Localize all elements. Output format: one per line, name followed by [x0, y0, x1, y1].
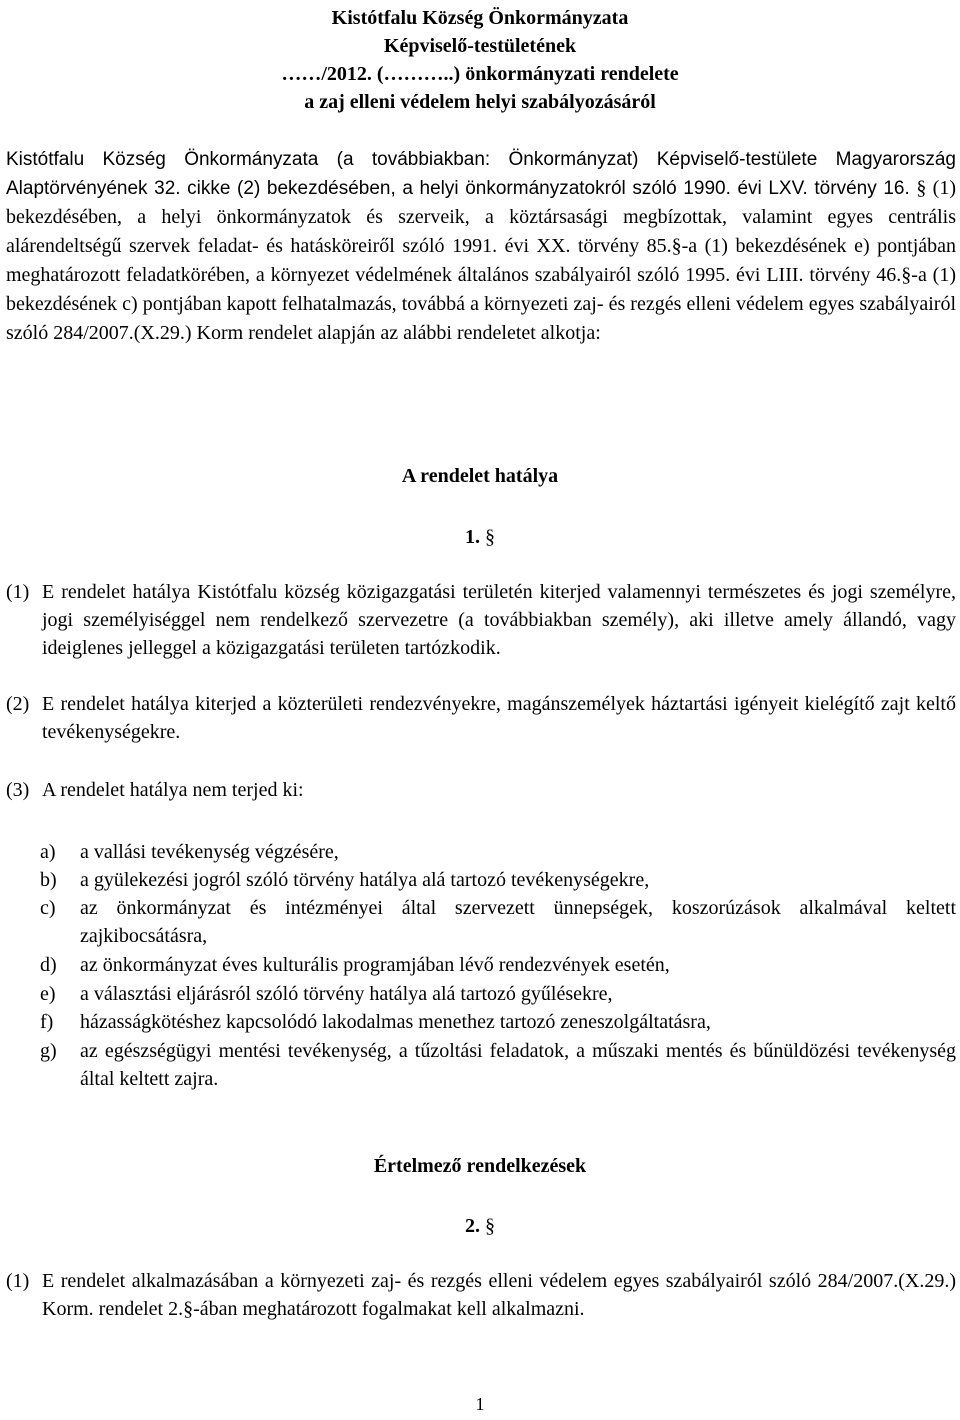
paragraph-text: E rendelet hatálya Kistótfalu község közigazgatási területén kiterjed valamennyi természetes és jogi személyre, jogi személyiséggel nem rendelkező szervezetre (a továbbiakban személy), aki illetve amely állandó, vagy ideiglenes jelleggel a közigazgatási területen tartózkodik. — [42, 581, 956, 659]
list-item-text: házasságkötéshez kapcsolódó lakodalmas menethez tartozó zeneszolgáltatásra, — [80, 1011, 711, 1033]
list-item-b — [40, 866, 956, 894]
preamble-part-2: § (1) bekezdésében, a helyi önkormányzatok és szerveik, a köztársasági megbízottak, valamint egyes centrális alárendeltségű szervek feladat- és hatásköreiről szóló 1991. évi XX. törvény 85.§-a (1) bekezdésének e) pontjában meghatározott feladatkörében, a környezet védelmének általános szabályairól szóló 1995. évi LIII. törvény 46.§-a (1) bekezdésének c) pontjában kapott felhatalmazás, továbbá a környezeti zaj- és rezgés elleni védelem egyes szabályairól szóló 284/2007.(X.29.) Korm rendelet alapján az alábbi rendeletet alkotja: — [6, 177, 956, 344]
header-body: Képviselő-testületének — [383, 35, 577, 57]
list-item-g — [40, 1037, 956, 1093]
header-decree-number: ……/2012. (………..) önkormányzati rendelete — [281, 63, 679, 85]
paragraph-label: (2) — [6, 693, 30, 715]
section-1-number — [0, 523, 960, 551]
paragraph-label: (1) — [6, 1270, 30, 1292]
list-item-label: d) — [40, 954, 57, 976]
section-2-paragraph-1 — [6, 1267, 956, 1323]
section-2-title: Értelmező rendelkezések — [373, 1155, 587, 1177]
section-1-number-text: 1. — [465, 526, 480, 548]
paragraph-label: (3) — [6, 779, 30, 801]
section-1-paragraph-3 — [6, 776, 956, 804]
section-1-title: A rendelet hatálya — [401, 465, 559, 487]
list-item-d — [40, 951, 956, 979]
paragraph-text: A rendelet hatálya nem terjed ki: — [42, 779, 304, 801]
header-decree-title: a zaj elleni védelem helyi szabályozásáról — [304, 91, 656, 113]
list-item-text: az önkormányzat éves kulturális programjában lévő rendezvények esetén, — [80, 954, 670, 976]
list-item-label: b) — [40, 869, 57, 891]
list-item-label: f) — [40, 1011, 54, 1033]
list-item-text: az egészségügyi mentési tevékenység, a tűzoltási feladatok, a műszaki mentés és bűnüldözési tevékenység által keltett zajra. — [80, 1040, 956, 1090]
document-header — [0, 4, 960, 116]
section-sign: § — [485, 526, 495, 548]
list-item-label: c) — [40, 897, 56, 919]
preamble-part-1: Kistótfalu Község Önkormányzata (a továbbiakban: Önkormányzat) Képviselő-testülete Magyarország Alaptörvényének 32. cikke (2) bekezdésében, a helyi önkormányzatokról szóló 1990. évi LXV. törvény 16. — [6, 149, 956, 199]
preamble — [6, 146, 956, 348]
list-item-text: a gyülekezési jogról szóló törvény hatálya alá tartozó tevékenységekre, — [80, 869, 650, 891]
list-item-label: g) — [40, 1040, 57, 1062]
paragraph-text: E rendelet alkalmazásában a környezeti zaj- és rezgés elleni védelem egyes szabályairól szóló 284/2007.(X.29.) Korm. rendelet 2.§-ában meghatározott fogalmakat kell alkalmazni. — [42, 1270, 956, 1320]
section-2-number — [0, 1212, 960, 1240]
list-item-text: a választási eljárásról szóló törvény hatálya alá tartozó gyűlésekre, — [80, 983, 613, 1005]
list-item-text: a vallási tevékenység végzésére, — [80, 841, 339, 863]
page-number: 1 — [475, 1394, 485, 1414]
list-item-c — [40, 894, 956, 950]
section-1-paragraph-2 — [6, 690, 956, 746]
section-sign: § — [485, 1215, 495, 1237]
list-item-label: a) — [40, 841, 56, 863]
paragraph-label: (1) — [6, 581, 30, 603]
section-1-paragraph-1 — [6, 578, 956, 662]
section-2-number-text: 2. — [465, 1215, 480, 1237]
list-item-f — [40, 1008, 956, 1036]
paragraph-text: E rendelet hatálya kiterjed a közterületi rendezvényekre, magánszemélyek háztartási igényeit kielégítő zajt keltő tevékenységekre. — [42, 693, 956, 743]
list-item-text: az önkormányzat és intézményei által szervezett ünnepségek, koszorúzások alkalmával keltett zajkibocsátásra, — [80, 897, 956, 947]
list-item-label: e) — [40, 983, 56, 1005]
list-item-a — [40, 838, 956, 866]
header-municipality: Kistótfalu Község Önkormányzata — [331, 7, 629, 29]
list-item-e — [40, 980, 956, 1008]
